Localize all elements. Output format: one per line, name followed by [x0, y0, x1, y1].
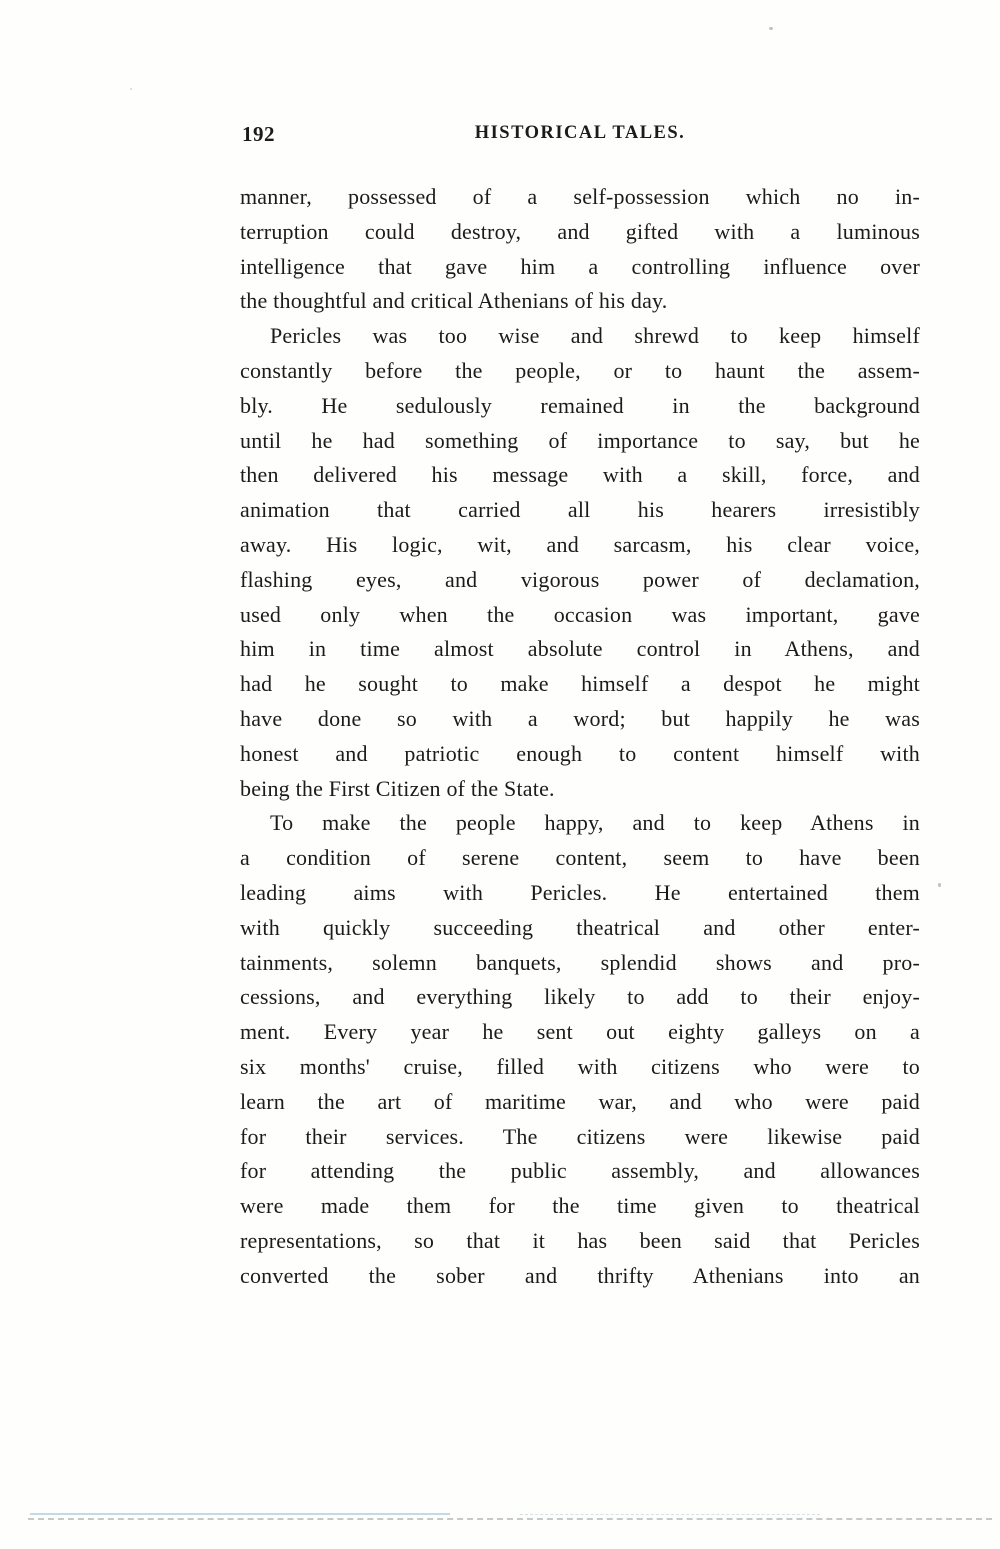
text-line: manner, possessed of a self-possession which no in-	[240, 184, 920, 209]
text-line: had he sought to make himself a despot he might	[240, 671, 920, 697]
scan-speck	[769, 27, 773, 30]
text-line: constantly before the people, or to haunt the assem-	[240, 357, 920, 383]
text-line: then delivered his message with a skill, force, and	[240, 462, 920, 488]
text-line: used only when the occasion was important, gave	[240, 601, 920, 627]
text-line: being the First Citizen of the State.	[240, 775, 555, 801]
running-header-title: HISTORICAL TALES.	[474, 123, 686, 143]
scan-speck	[130, 88, 132, 90]
text-line: learn the art of maritime war, and who were paid	[240, 1088, 920, 1114]
text-line: ment. Every year he sent out eighty galleys on a	[240, 1019, 920, 1045]
text-line: Pericles was too wise and shrewd to keep himself	[270, 323, 920, 349]
text-line: terruption could destroy, and gifted with a luminous	[240, 218, 920, 244]
text-line: were made them for the time given to theatrical	[240, 1193, 920, 1219]
text-line: away. His logic, wit, and sarcasm, his clear voice,	[240, 531, 920, 557]
text-line: with quickly succeeding theatrical and other enter-	[240, 914, 920, 940]
text-block	[240, 180, 920, 1294]
running-header	[240, 122, 920, 152]
text-line: To make the people happy, and to keep Athens in	[270, 810, 920, 836]
scan-edge-artifact	[520, 1514, 820, 1515]
paragraph	[240, 806, 920, 1293]
paragraph	[240, 319, 920, 806]
text-line: flashing eyes, and vigorous power of declamation,	[240, 566, 920, 592]
text-line: bly. He sedulously remained in the background	[240, 392, 920, 418]
text-line: leading aims with Pericles. He entertained them	[240, 879, 920, 905]
scan-edge-artifact	[28, 1518, 992, 1520]
text-line: representations, so that it has been said that Pericles	[240, 1227, 920, 1253]
text-line: intelligence that gave him a controlling influence over	[240, 253, 920, 279]
text-line: for their services. The citizens were likewise paid	[240, 1123, 920, 1149]
page-number: 192	[242, 122, 275, 146]
text-line: animation that carried all his hearers irresistibly	[240, 497, 920, 523]
text-line: a condition of serene content, seem to have been	[240, 845, 920, 871]
text-line: tainments, solemn banquets, splendid shows and pro-	[240, 949, 920, 975]
scan-speck	[938, 883, 941, 887]
text-line: honest and patriotic enough to content himself with	[240, 740, 920, 766]
text-line: the thoughtful and critical Athenians of his day.	[240, 288, 668, 314]
text-line: for attending the public assembly, and allowances	[240, 1158, 920, 1184]
text-line: converted the sober and thrifty Athenians into an	[240, 1262, 920, 1288]
text-line: six months' cruise, filled with citizens who were to	[240, 1053, 920, 1079]
scan-edge-artifact	[30, 1513, 450, 1515]
text-line: him in time almost absolute control in Athens, and	[240, 636, 920, 662]
text-line: until he had something of importance to say, but he	[240, 427, 920, 453]
paragraph	[240, 180, 920, 319]
text-line: cessions, and everything likely to add to their enjoy-	[240, 984, 920, 1010]
text-line: have done so with a word; but happily he was	[240, 705, 920, 731]
